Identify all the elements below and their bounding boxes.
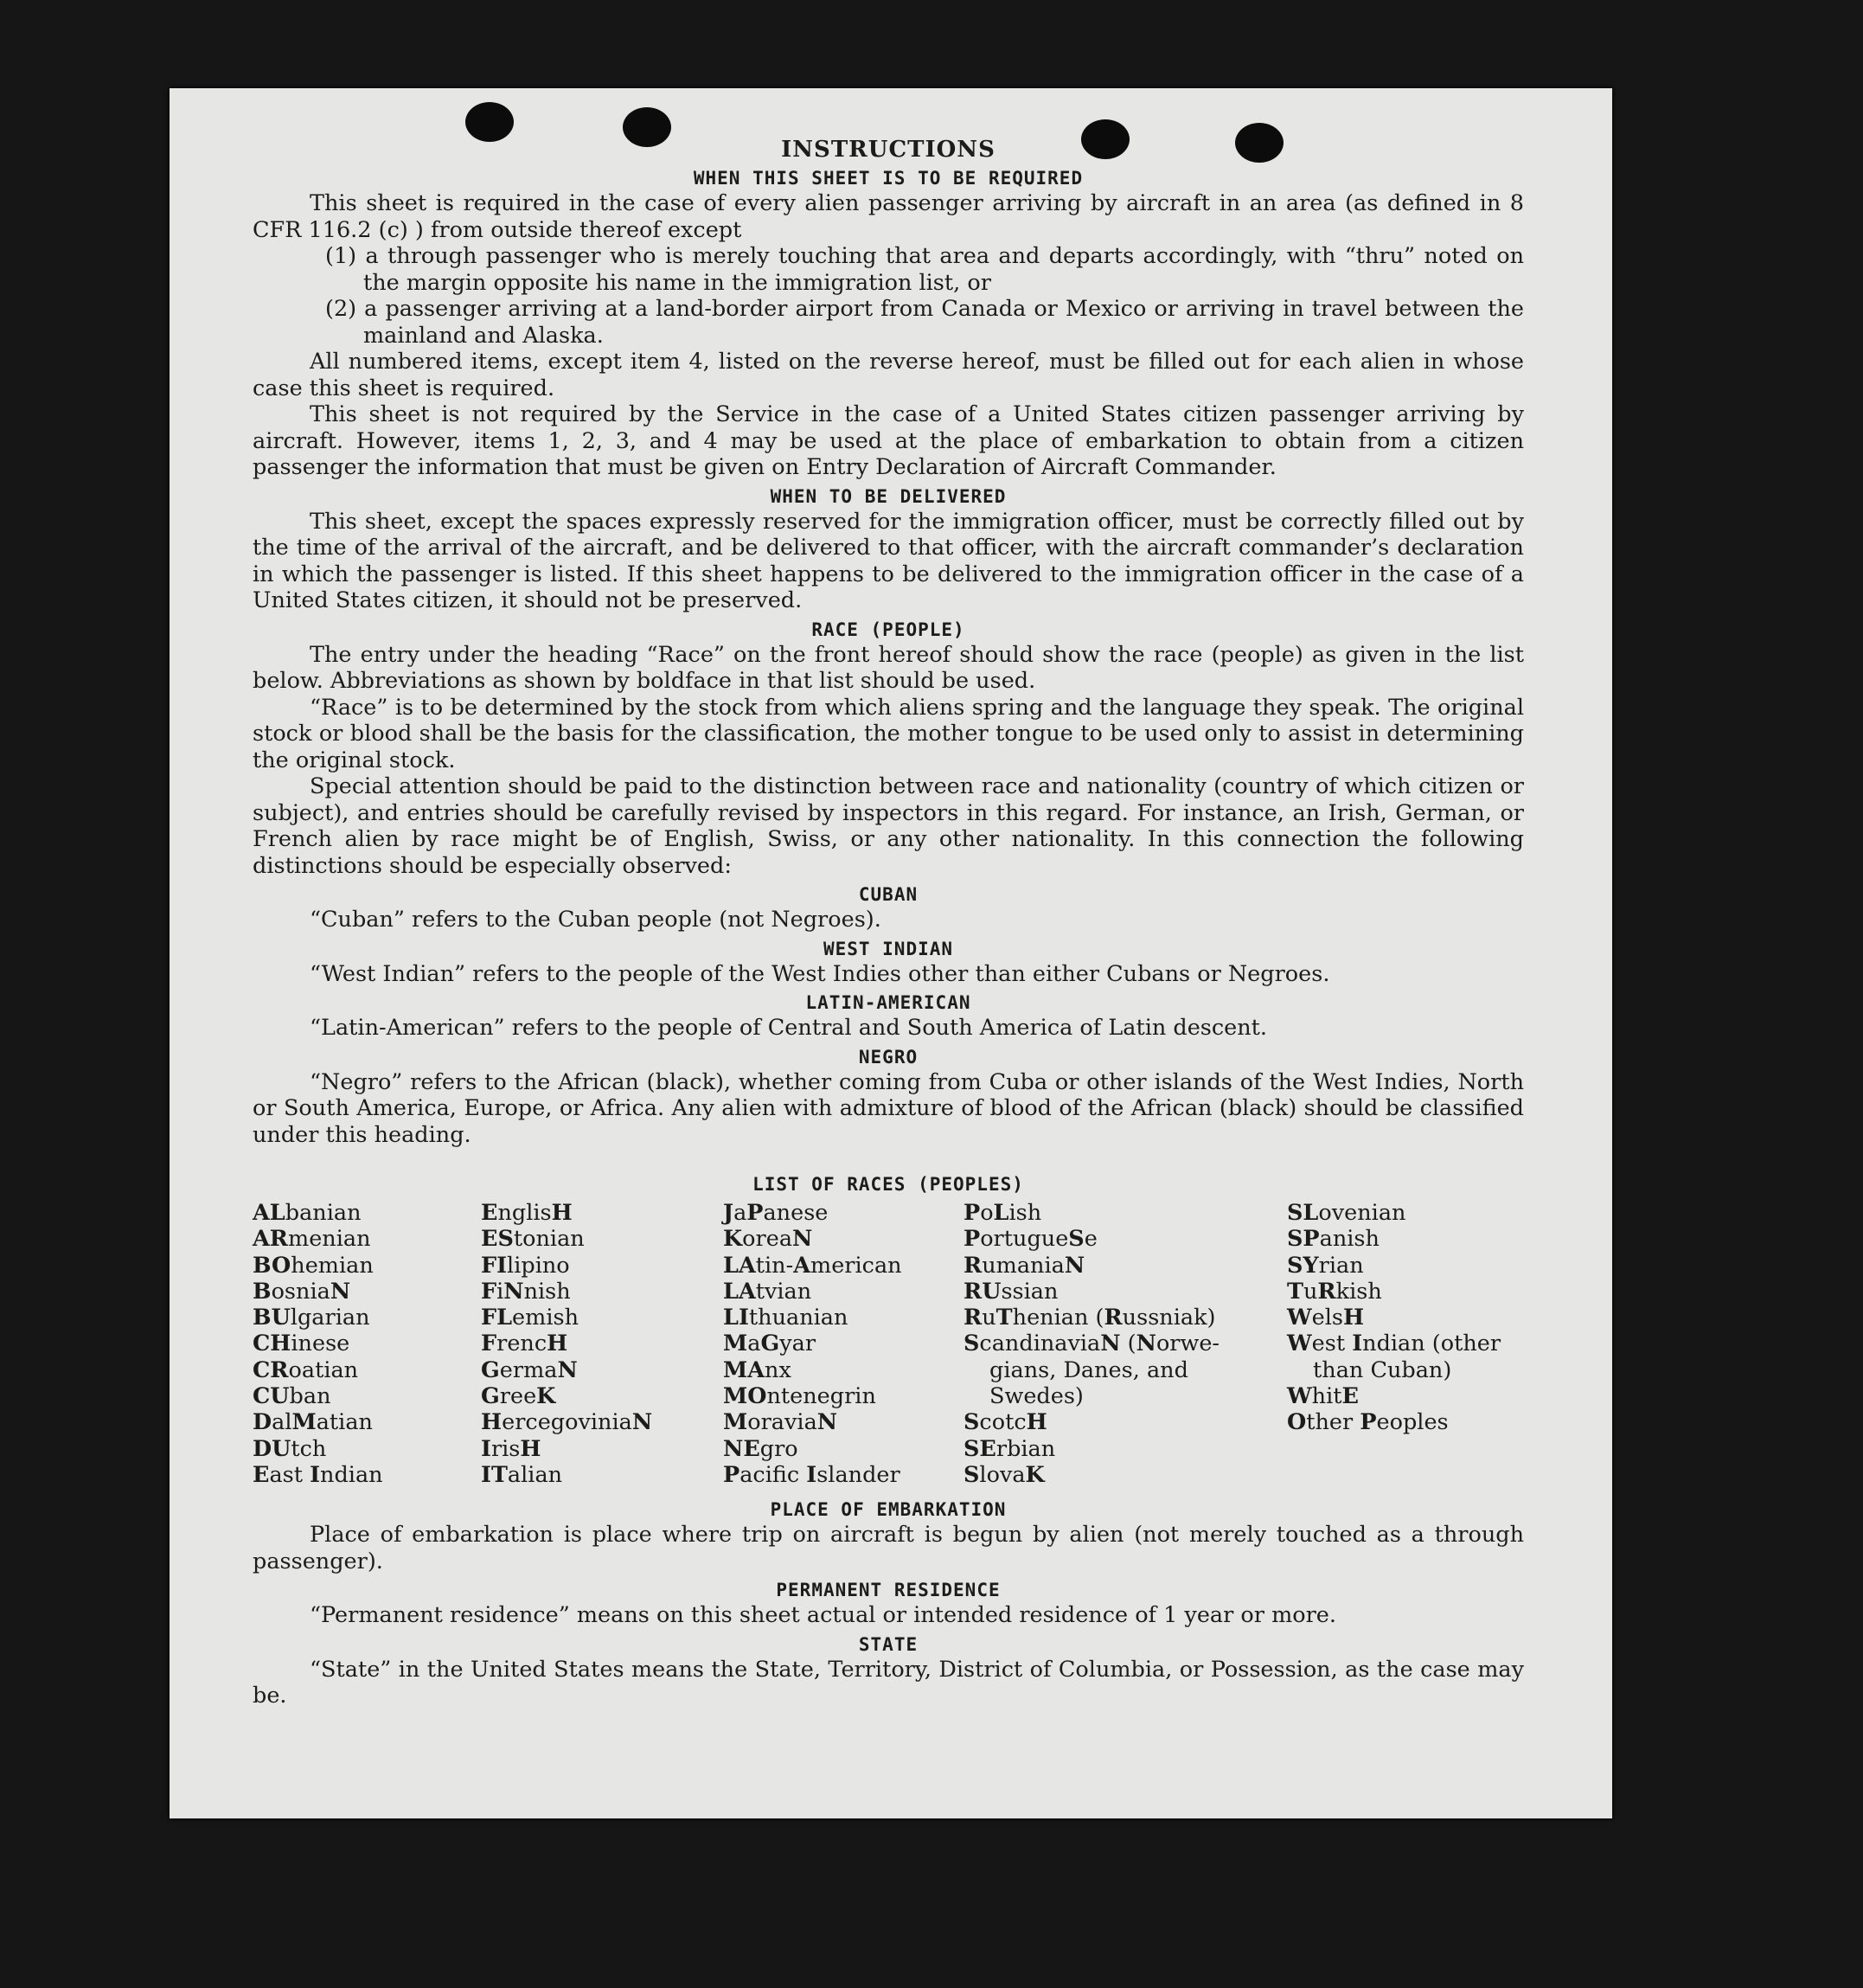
race-entry: Pacifc Islander [723, 1461, 900, 1488]
race-entry: SYrian [1287, 1252, 1364, 1279]
paragraph: This sheet is not required by the Service in the case of a United States citizen passenger arriving by aircraft. However, items 1, 2, 3, and 4 may be used at the place of embarkation to obtain from a citizen passenger the information that must be given on Entry Declaration of Aircraft Commander. [253, 401, 1524, 480]
race-entry: FLemish [481, 1305, 579, 1331]
race-entry: ALbanian [253, 1200, 362, 1226]
race-entry: HercegoviniaN [481, 1409, 653, 1436]
race-entry: JaPanese [723, 1200, 829, 1226]
document-body [253, 137, 1524, 1709]
race-entry: KoreaN [723, 1226, 813, 1253]
paragraph: “West Indian” refers to the people of the West Indies other than either Cubans or Negroes. [310, 960, 1330, 987]
race-entry: LAtin-American [723, 1252, 902, 1279]
races-column [253, 1200, 383, 1488]
paragraph: The entry under the heading “Race” on the front hereof should show the race (people) as given in the list below. Abbreviations as shown by boldface in that list should be used. [253, 641, 1524, 694]
races-list-title: LIST OF RACES (PEOPLES) [752, 1174, 1024, 1195]
race-entry: ScandinaviaN (Norwe- [964, 1331, 1220, 1357]
race-entry: BOhemian [253, 1252, 374, 1279]
instruction-sheet [170, 88, 1612, 1818]
race-entry: MOntenegrin [723, 1383, 876, 1410]
paragraph: “Race” is to be determined by the stock from which aliens spring and the language they speak. The original stock or blood shall be the basis for the classification, the mother tongue to be used only to assist in determining the original stock. [253, 694, 1524, 773]
paragraph: This sheet is required in the case of every alien passenger arriving by aircraft in an area (as defined in 8 CFR 116.2 (c) ) from outside thereof except [253, 190, 1524, 243]
race-entry: MoraviaN [723, 1409, 838, 1436]
paragraph: This sheet, except the spaces expressly reserved for the immigration officer, must be correctly filled out by the time of the arrival of the aircraft, and be delivered to that officer, with the aircraft commander’s declaration in which the passenger is listed. If this sheet happens to be delivered to the immigration officer in the case of a United States citizen, it should not be preserved. [253, 508, 1524, 613]
race-entry: SPanish [1287, 1226, 1380, 1253]
paragraph: Place of embarkation is place where trip on aircraft is begun by alien (not merely touched as a through passenger). [253, 1522, 1524, 1574]
race-entry: MAnx [723, 1356, 791, 1383]
race-entry: WhitE [1287, 1383, 1359, 1410]
paragraph: “Cuban” refers to the Cuban people (not Negroes). [310, 907, 881, 933]
paragraph: Special attention should be paid to the distinction between race and nationality (country of which citizen or subject), and entries should be carefully revised by inspectors in this regard. For instance, an Irish, German, or French alien by race might be of English, Swiss, or any other nationality. In this connection the following distinctions should be especially observed: [253, 773, 1524, 879]
race-entry: ARmenian [253, 1226, 371, 1253]
race-entry: than Cuban) [1313, 1356, 1452, 1383]
race-entry: ScotcH [964, 1409, 1047, 1436]
race-entry: GreeK [481, 1383, 556, 1410]
race-entry: CUban [253, 1383, 331, 1410]
race-entry: West Indian (other [1287, 1331, 1501, 1357]
race-entry: PoLish [964, 1200, 1042, 1226]
race-entry: Swedes) [989, 1383, 1084, 1410]
section-heading: PLACE OF EMBARKATION [770, 1499, 1007, 1520]
race-entry: MaGyar [723, 1331, 816, 1357]
race-entry: BosniaN [253, 1278, 351, 1305]
race-entry: LIthuanian [723, 1305, 848, 1331]
race-entry: SlovaK [964, 1461, 1045, 1488]
race-entry: EStonian [481, 1226, 585, 1253]
race-entry: IrisH [481, 1435, 541, 1462]
paragraph: “Latin-American” refers to the people of Central and South America of Latin descent. [310, 1015, 1268, 1041]
race-entry: GermaN [481, 1356, 578, 1383]
race-entry: BUlgarian [253, 1305, 370, 1331]
race-entry: EnglisH [481, 1200, 573, 1226]
exception-item: (1) a through passenger who is merely touching that area and departs accordingly, with “thru” noted on the margin opposite his name in the immigration list, or [325, 243, 1524, 296]
race-entry: RumaniaN [964, 1252, 1085, 1279]
paragraph: “Permanent residence” means on this sheet actual or intended residence of 1 year or more. [310, 1602, 1336, 1628]
paragraph: All numbered items, except item 4, listed on the reverse hereof, must be filled out for each alien in whose case this sheet is required. [253, 349, 1524, 401]
race-entry: NEgro [723, 1435, 798, 1462]
race-entry: FrencH [481, 1331, 568, 1357]
race-entry: RuThenian (Russniak) [964, 1305, 1216, 1331]
section-heading: NEGRO [858, 1046, 919, 1068]
races-list [253, 1200, 1524, 1494]
race-entry: FIlipino [481, 1252, 570, 1279]
races-column [723, 1200, 902, 1488]
races-column [1287, 1200, 1501, 1436]
section-heading: LATIN-AMERICAN [805, 992, 971, 1013]
section-heading: WEST INDIAN [823, 938, 954, 959]
section-heading: PERMANENT RESIDENCE [776, 1580, 1001, 1600]
race-entry: gians, Danes, and [989, 1356, 1188, 1383]
exception-item: (2) a passenger arriving at a land-border airport from Canada or Mexico or arriving in travel between the mainland and Alaska. [325, 296, 1524, 349]
race-entry: CRoatian [253, 1356, 359, 1383]
section-heading: CUBAN [858, 884, 919, 905]
race-entry: SLovenian [1287, 1200, 1406, 1226]
section-heading: WHEN THIS SHEET IS TO BE REQUIRED [693, 168, 1084, 189]
races-column [964, 1200, 1220, 1488]
race-entry: LAtvian [723, 1278, 812, 1305]
paragraph: “Negro” refers to the African (black), whether coming from Cuba or other islands of the West Indies, North or South America, Europe, or Africa. Any alien with admixture of blood of the African (black) should be classified under this heading. [253, 1068, 1524, 1148]
page-title: INSTRUCTIONS [781, 137, 996, 163]
race-entry: CHinese [253, 1331, 350, 1357]
section-heading: RACE (PEOPLE) [811, 619, 965, 640]
race-entry: PortugueSe [964, 1226, 1098, 1253]
race-entry: RUssian [964, 1278, 1059, 1305]
race-entry: TuRkish [1287, 1278, 1382, 1305]
race-entry: WelsH [1287, 1305, 1365, 1331]
race-entry: SErbian [964, 1435, 1056, 1462]
race-entry: DUtch [253, 1435, 327, 1462]
race-entry: FiNnish [481, 1278, 571, 1305]
races-column [481, 1200, 652, 1488]
section-heading: WHEN TO BE DELIVERED [770, 485, 1007, 507]
section-heading: STATE [858, 1633, 919, 1655]
race-entry: Other Peoples [1287, 1409, 1449, 1436]
race-entry: ITalian [481, 1461, 563, 1488]
paragraph: “State” in the United States means the State, Territory, District of Columbia, or Possession, as the case may be. [253, 1656, 1524, 1709]
race-entry: DalMatian [253, 1409, 373, 1436]
race-entry: East Indian [253, 1461, 383, 1488]
